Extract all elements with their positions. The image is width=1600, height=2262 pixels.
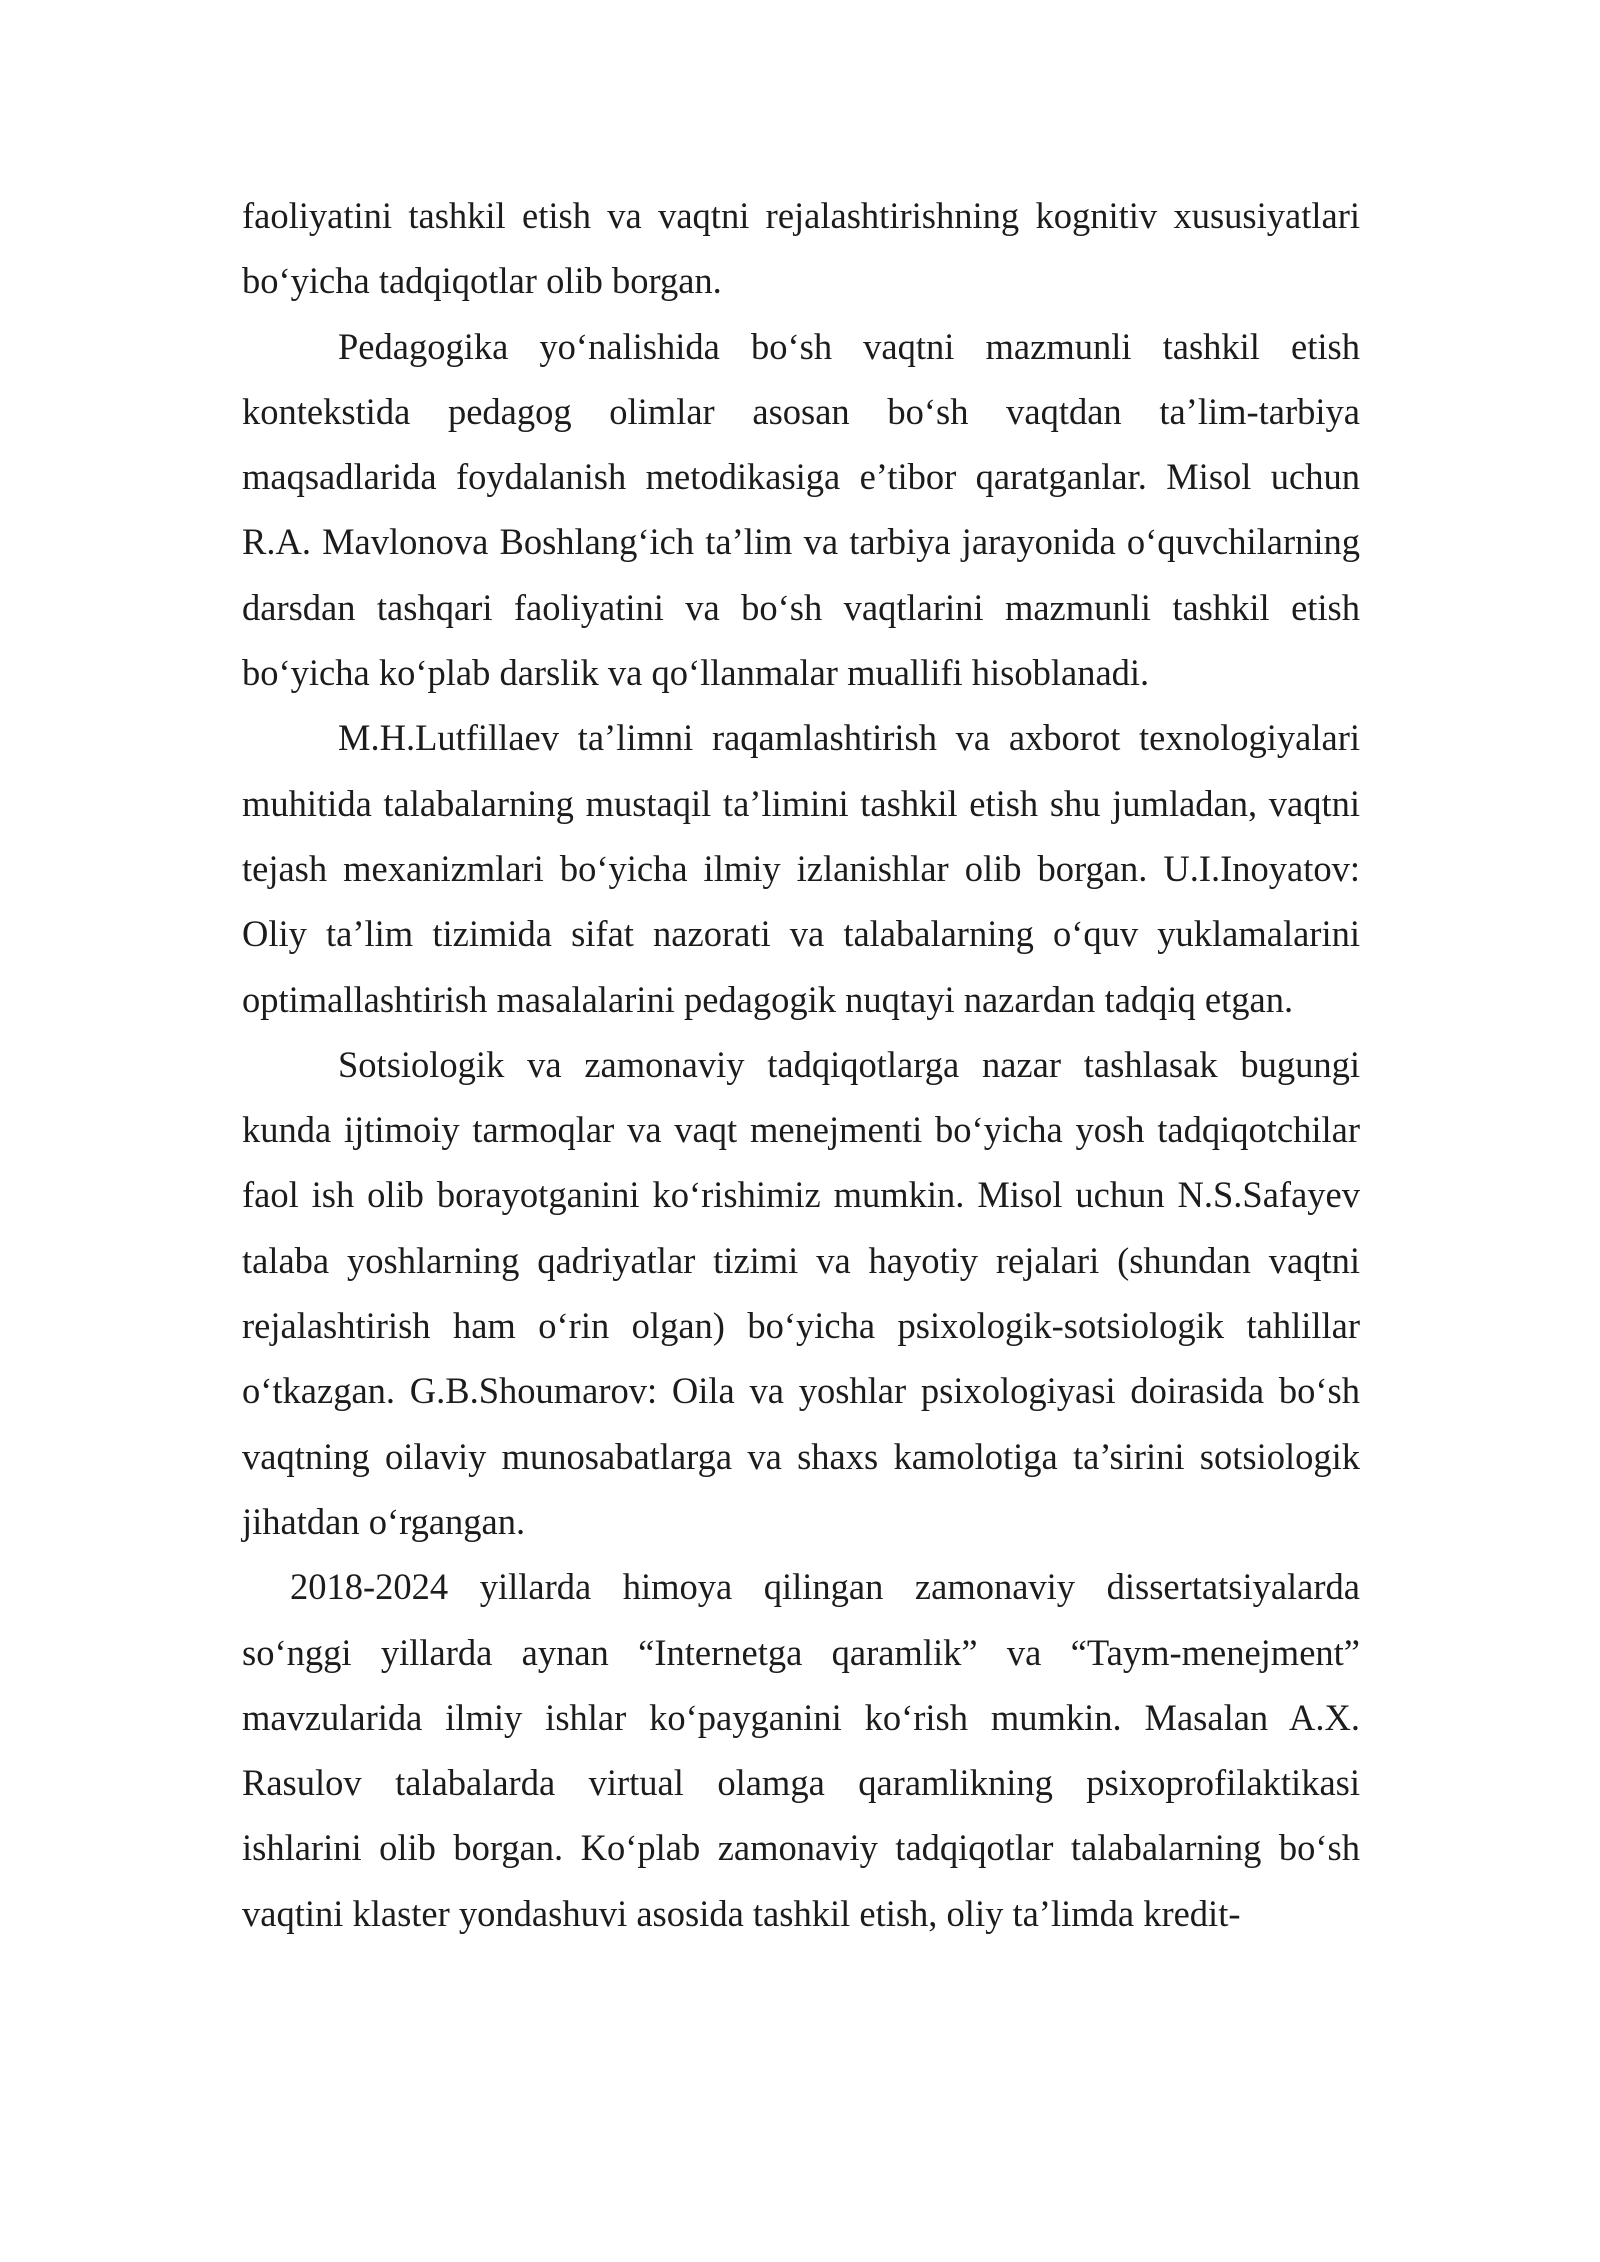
paragraph-pedagogika: Pedagogika yo‘nalishida bo‘sh vaqtni mazmunli tashkil etish kontekstida pedagog olimlar asosan bo‘sh vaqtdan ta’lim-tarbiya maqsadlarida foydalanish metodikasiga e’tibor qaratganlar. Misol uchun R.A. Mavlonova Boshlang‘ich ta’lim va tarbiya jarayonida o‘quvchilarning darsdan tashqari faoliyatini va bo‘sh vaqtlarini mazmunli tashkil etish bo‘yicha ko‘plab darslik va qo‘llanmalar muallifi hisoblanadi.	[242, 325, 1360, 694]
paragraph-lutfillaev: M.H.Lutfillaev ta’limni raqamlashtirish va axborot texnologiyalari muhitida talabalarning mustaqil ta’limini tashkil etish shu jumladan, vaqtni tejash mexanizmlari bo‘yicha ilmiy izlanishlar olib borgan. U.I.Inoyatov: Oliy ta’lim tizimida sifat nazorati va talabalarning o‘quv yuklamalarini optimallashtirish masalalarini pedagogik nuqtayi nazardan tadqiq etgan.	[242, 717, 1360, 1020]
paragraph-dissertatsiyalar: 2018-2024 yillarda himoya qilingan zamonaviy dissertatsiyalarda so‘nggi yillarda aynan “Internetga qaramlik” va “Taym-menejment” mavzularida ilmiy ishlar ko‘payganini ko‘rish mumkin. Masalan A.X. Rasulov talabalarda virtual olamga qaramlikning psixoprofilaktikasi ishlarini olib borgan. Ko‘plab zamonaviy tadqiqotlar talabalarning bo‘sh vaqtini klaster yondashuvi asosida tashkil etish, oliy ta’limda kredit-	[242, 1566, 1360, 1934]
document-body	[242, 183, 1360, 1946]
paragraph-continuation: faoliyatini tashkil etish va vaqtni rejalashtirishning kognitiv xususiyatlari bo‘yicha tadqiqotlar olib borgan.	[242, 195, 1360, 302]
paragraph-sotsiologik: Sotsiologik va zamonaviy tadqiqotlarga nazar tashlasak bugungi kunda ijtimoiy tarmoqlar va vaqt menejmenti bo‘yicha yosh tadqiqotchilar faol ish olib borayotganini ko‘rishimiz mumkin. Misol uchun N.S.Safayev talaba yoshlarning qadriyatlar tizimi va hayotiy rejalari (shundan vaqtni rejalashtirish ham o‘rin olgan) bo‘yicha psixologik-sotsiologik tahlillar o‘tkazgan. G.B.Shoumarov: Oila va yoshlar psixologiyasi doirasida bo‘sh vaqtning oilaviy munosabatlarga va shaxs kamolotiga ta’sirini sotsiologik jihatdan o‘rgangan.	[242, 1043, 1360, 1542]
